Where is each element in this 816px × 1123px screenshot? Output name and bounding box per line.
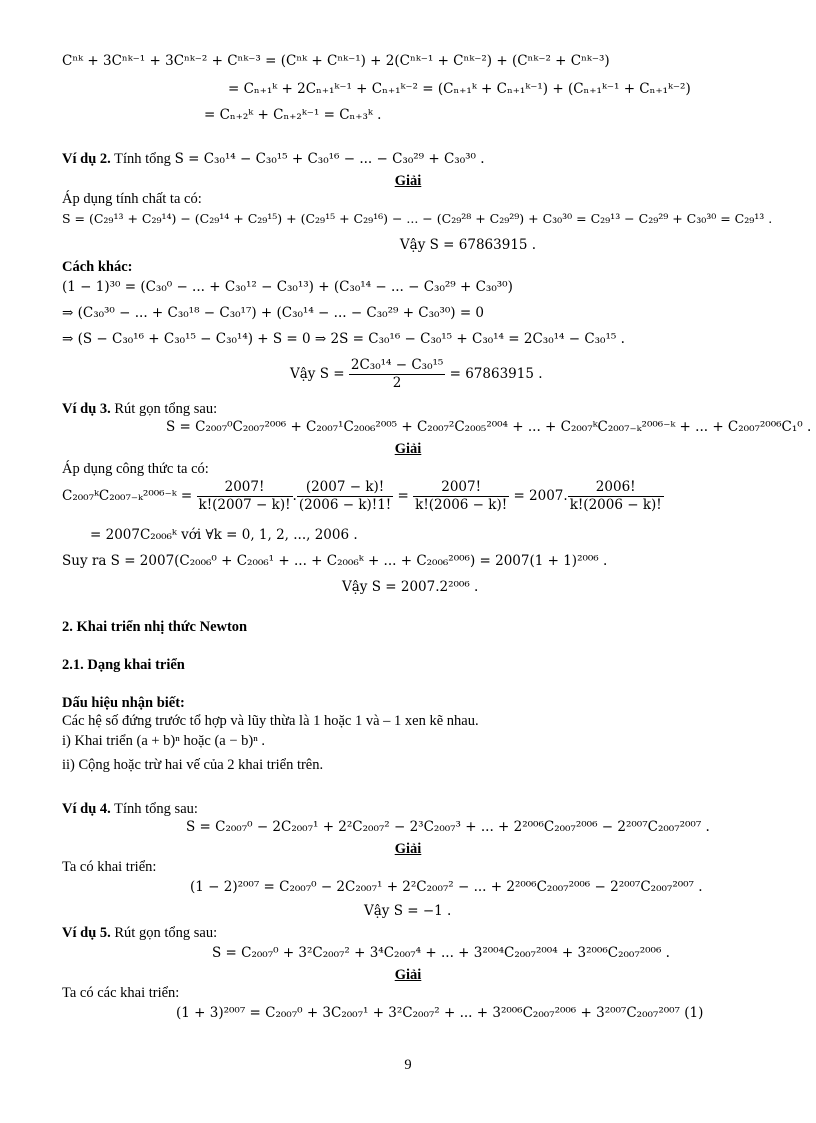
example-2-apply-text: Áp dụng tính chất ta có:: [62, 191, 202, 207]
example-5-heading: [62, 924, 217, 942]
example-2-solution-heading: Giải: [394, 173, 422, 189]
example-3-solution-heading: Giải: [394, 441, 422, 457]
derivation-mid: = 2007.: [513, 488, 568, 504]
fraction-denominator: 2: [392, 375, 402, 391]
example-3-expr: S = C₂₀₀₇⁰C₂₀₀₇²⁰⁰⁶ + C₂₀₀₇¹C₂₀₀₆²⁰⁰⁵ + C₂₀₀₇²C₂₀₀₅²⁰⁰⁴ + ... + C₂₀₀₇ᵏC₂₀₀₇₋ₖ²⁰⁰⁶⁻ᵏ + ... + C₂₀₀₇²⁰⁰⁶C₁⁰ .: [166, 419, 812, 435]
fraction-1-denominator: k!(2007 − k)!: [198, 497, 291, 513]
example-3-line-2: = 2007C₂₀₀₆ᵏ với ∀k = 0, 1, 2, ..., 2006 .: [90, 527, 358, 543]
alternative-result-suffix: = 67863915 .: [449, 366, 543, 382]
example-2-text: Tính tổng: [114, 151, 171, 167]
example-3-line-3: Suy ra S = 2007(C₂₀₀₆⁰ + C₂₀₀₆¹ + ... + C₂₀₀₆ᵏ + ... + C₂₀₀₆²⁰⁰⁶) = 2007(1 + 1)²⁰⁰⁶ .: [62, 553, 608, 569]
fraction-3-numerator: 2007!: [413, 479, 509, 497]
example-5-expr: S = C₂₀₀₇⁰ + 3²C₂₀₀₇² + 3⁴C₂₀₀₇⁴ + ... + 3²⁰⁰⁴C₂₀₀₇²⁰⁰⁴ + 3²⁰⁰⁶C₂₀₀₇²⁰⁰⁶ .: [212, 945, 670, 961]
fraction-1: [197, 479, 293, 514]
example-5-expansion: (1 + 3)²⁰⁰⁷ = C₂₀₀₇⁰ + 3C₂₀₀₇¹ + 3²C₂₀₀₇² + ... + 3²⁰⁰⁶C₂₀₀₇²⁰⁰⁶ + 3²⁰⁰⁷C₂₀₀₇²⁰⁰⁷ (1): [176, 1005, 704, 1021]
alternative-step-2: ⇒ (C₃₀³⁰ − ... + C₃₀¹⁸ − C₃₀¹⁷) + (C₃₀¹⁴ − ... − C₃₀²⁹ + C₃₀³⁰) = 0: [62, 305, 485, 321]
example-4-expr: S = C₂₀₀₇⁰ − 2C₂₀₀₇¹ + 2²C₂₀₀₇² − 2³C₂₀₀₇³ + ... + 2²⁰⁰⁶C₂₀₀₇²⁰⁰⁶ − 2²⁰⁰⁷C₂₀₀₇²⁰⁰⁷ .: [186, 819, 710, 835]
example-4-expansion: (1 − 2)²⁰⁰⁷ = C₂₀₀₇⁰ − 2C₂₀₀₇¹ + 2²C₂₀₀₇² − ... + 2²⁰⁰⁶C₂₀₀₇²⁰⁰⁶ − 2²⁰⁰⁷C₂₀₀₇²⁰⁰⁷ .: [190, 879, 703, 895]
fraction-4-denominator: k!(2006 − k)!: [569, 497, 662, 513]
example-5-intro: Ta có các khai triển:: [62, 985, 180, 1001]
recognition-paragraph-2: i) Khai triển (a + b)ⁿ hoặc (a − b)ⁿ .: [62, 733, 266, 749]
example-3-text: Rút gọn tổng sau:: [114, 401, 218, 417]
derivation-lhs: C₂₀₀₇ᵏC₂₀₀₇₋ₖ²⁰⁰⁶⁻ᵏ =: [62, 488, 193, 504]
example-4-text: Tính tổng sau:: [114, 801, 198, 817]
subsection-title: 2.1. Dạng khai triển: [62, 657, 185, 673]
recognition-paragraph-1: Các hệ số đứng trước tổ hợp và lũy thừa là 1 hoặc 1 và – 1 xen kẽ nhau.: [62, 713, 479, 729]
fraction-3: [413, 479, 509, 514]
example-4-result: Vậy S = −1 .: [364, 903, 452, 919]
fraction-2-denominator: (2006 − k)!1!: [298, 497, 392, 513]
example-2-step-1: S = (C₂₉¹³ + C₂₉¹⁴) − (C₂₉¹⁴ + C₂₉¹⁵) + (C₂₉¹⁵ + C₂₉¹⁶) − ... − (C₂₉²⁸ + C₂₉²⁹) + C₃₀³⁰ = C₂₉¹³ − C₂₉²⁹ + C₃₀³⁰ = C₂₉¹³ .: [62, 211, 773, 226]
example-5-text: Rút gọn tổng sau:: [114, 925, 218, 941]
example-2-heading: [62, 150, 485, 168]
fraction-2-numerator: (2007 − k)!: [297, 479, 393, 497]
alternative-result-prefix: Vậy S =: [290, 366, 345, 382]
identity-line-3: = Cₙ₊₂ᵏ + Cₙ₊₂ᵏ⁻¹ = Cₙ₊₃ᵏ .: [204, 107, 382, 123]
alternative-result-fraction: [349, 357, 445, 392]
recognition-paragraph-3: ii) Cộng hoặc trừ hai vế của 2 khai triển trên.: [62, 757, 324, 773]
example-2-result: Vậy S = 67863915 .: [399, 237, 537, 253]
alternative-step-3: ⇒ (S − C₃₀¹⁶ + C₃₀¹⁵ − C₃₀¹⁴) + S = 0 ⇒ 2S = C₃₀¹⁶ − C₃₀¹⁵ + C₃₀¹⁴ = 2C₃₀¹⁴ − C₃₀¹⁵ .: [62, 331, 625, 347]
alternative-method-heading: Cách khác:: [62, 259, 133, 275]
example-4-intro: Ta có khai triển:: [62, 859, 157, 875]
example-2-label: Ví dụ 2.: [62, 151, 111, 167]
fraction-4-numerator: 2006!: [568, 479, 664, 497]
fraction-1-numerator: 2007!: [197, 479, 293, 497]
page-number: 9: [404, 1057, 412, 1073]
example-3-result: Vậy S = 2007.2²⁰⁰⁶ .: [342, 579, 479, 595]
example-3-apply-text: Áp dụng công thức ta có:: [62, 461, 209, 477]
alternative-step-1: (1 − 1)³⁰ = (C₃₀⁰ − ... + C₃₀¹² − C₃₀¹³) + (C₃₀¹⁴ − ... − C₃₀²⁹ + C₃₀³⁰): [62, 279, 513, 295]
alternative-result: [290, 356, 543, 392]
fraction-4: [568, 479, 664, 514]
fraction-2: [297, 479, 393, 514]
section-title: 2. Khai triển nhị thức Newton: [62, 619, 248, 635]
recognition-sign-heading: Dấu hiệu nhận biết:: [62, 695, 185, 711]
example-3-derivation: C₂₀₀₇ᵏC₂₀₀₇₋ₖ²⁰⁰⁶⁻ᵏ = $\frac{2007!}{k!(2007 - k)!}$ . $\frac{(2007 - k)!}{(2006 - k)!1!}$ = $\frac{2007!}{k!(2006 - k)!}$ = 2007. $\frac{2006!}{k!(2006 - k)!}$: [62, 479, 662, 513]
example-5-solution-heading: Giải: [394, 967, 422, 983]
example-2-expr: S = C₃₀¹⁴ − C₃₀¹⁵ + C₃₀¹⁶ − ... − C₃₀²⁹ + C₃₀³⁰ .: [174, 151, 485, 167]
example-5-label: Ví dụ 5.: [62, 925, 111, 941]
fraction-3-denominator: k!(2006 − k)!: [415, 497, 508, 513]
example-4-label: Ví dụ 4.: [62, 801, 111, 817]
example-4-heading: [62, 800, 198, 818]
fraction-numerator: 2C₃₀¹⁴ − C₃₀¹⁵: [350, 357, 444, 373]
example-4-solution-heading: Giải: [394, 841, 422, 857]
example-3-label: Ví dụ 3.: [62, 401, 111, 417]
example-3-heading: [62, 400, 217, 418]
identity-line-2: = Cₙ₊₁ᵏ + 2Cₙ₊₁ᵏ⁻¹ + Cₙ₊₁ᵏ⁻² = (Cₙ₊₁ᵏ + Cₙ₊₁ᵏ⁻¹) + (Cₙ₊₁ᵏ⁻¹ + Cₙ₊₁ᵏ⁻²): [228, 81, 691, 97]
identity-line-1: Cⁿᵏ + 3Cⁿᵏ⁻¹ + 3Cⁿᵏ⁻² + Cⁿᵏ⁻³ = (Cⁿᵏ + Cⁿᵏ⁻¹) + 2(Cⁿᵏ⁻¹ + Cⁿᵏ⁻²) + (Cⁿᵏ⁻² + Cⁿᵏ⁻³): [62, 53, 610, 69]
